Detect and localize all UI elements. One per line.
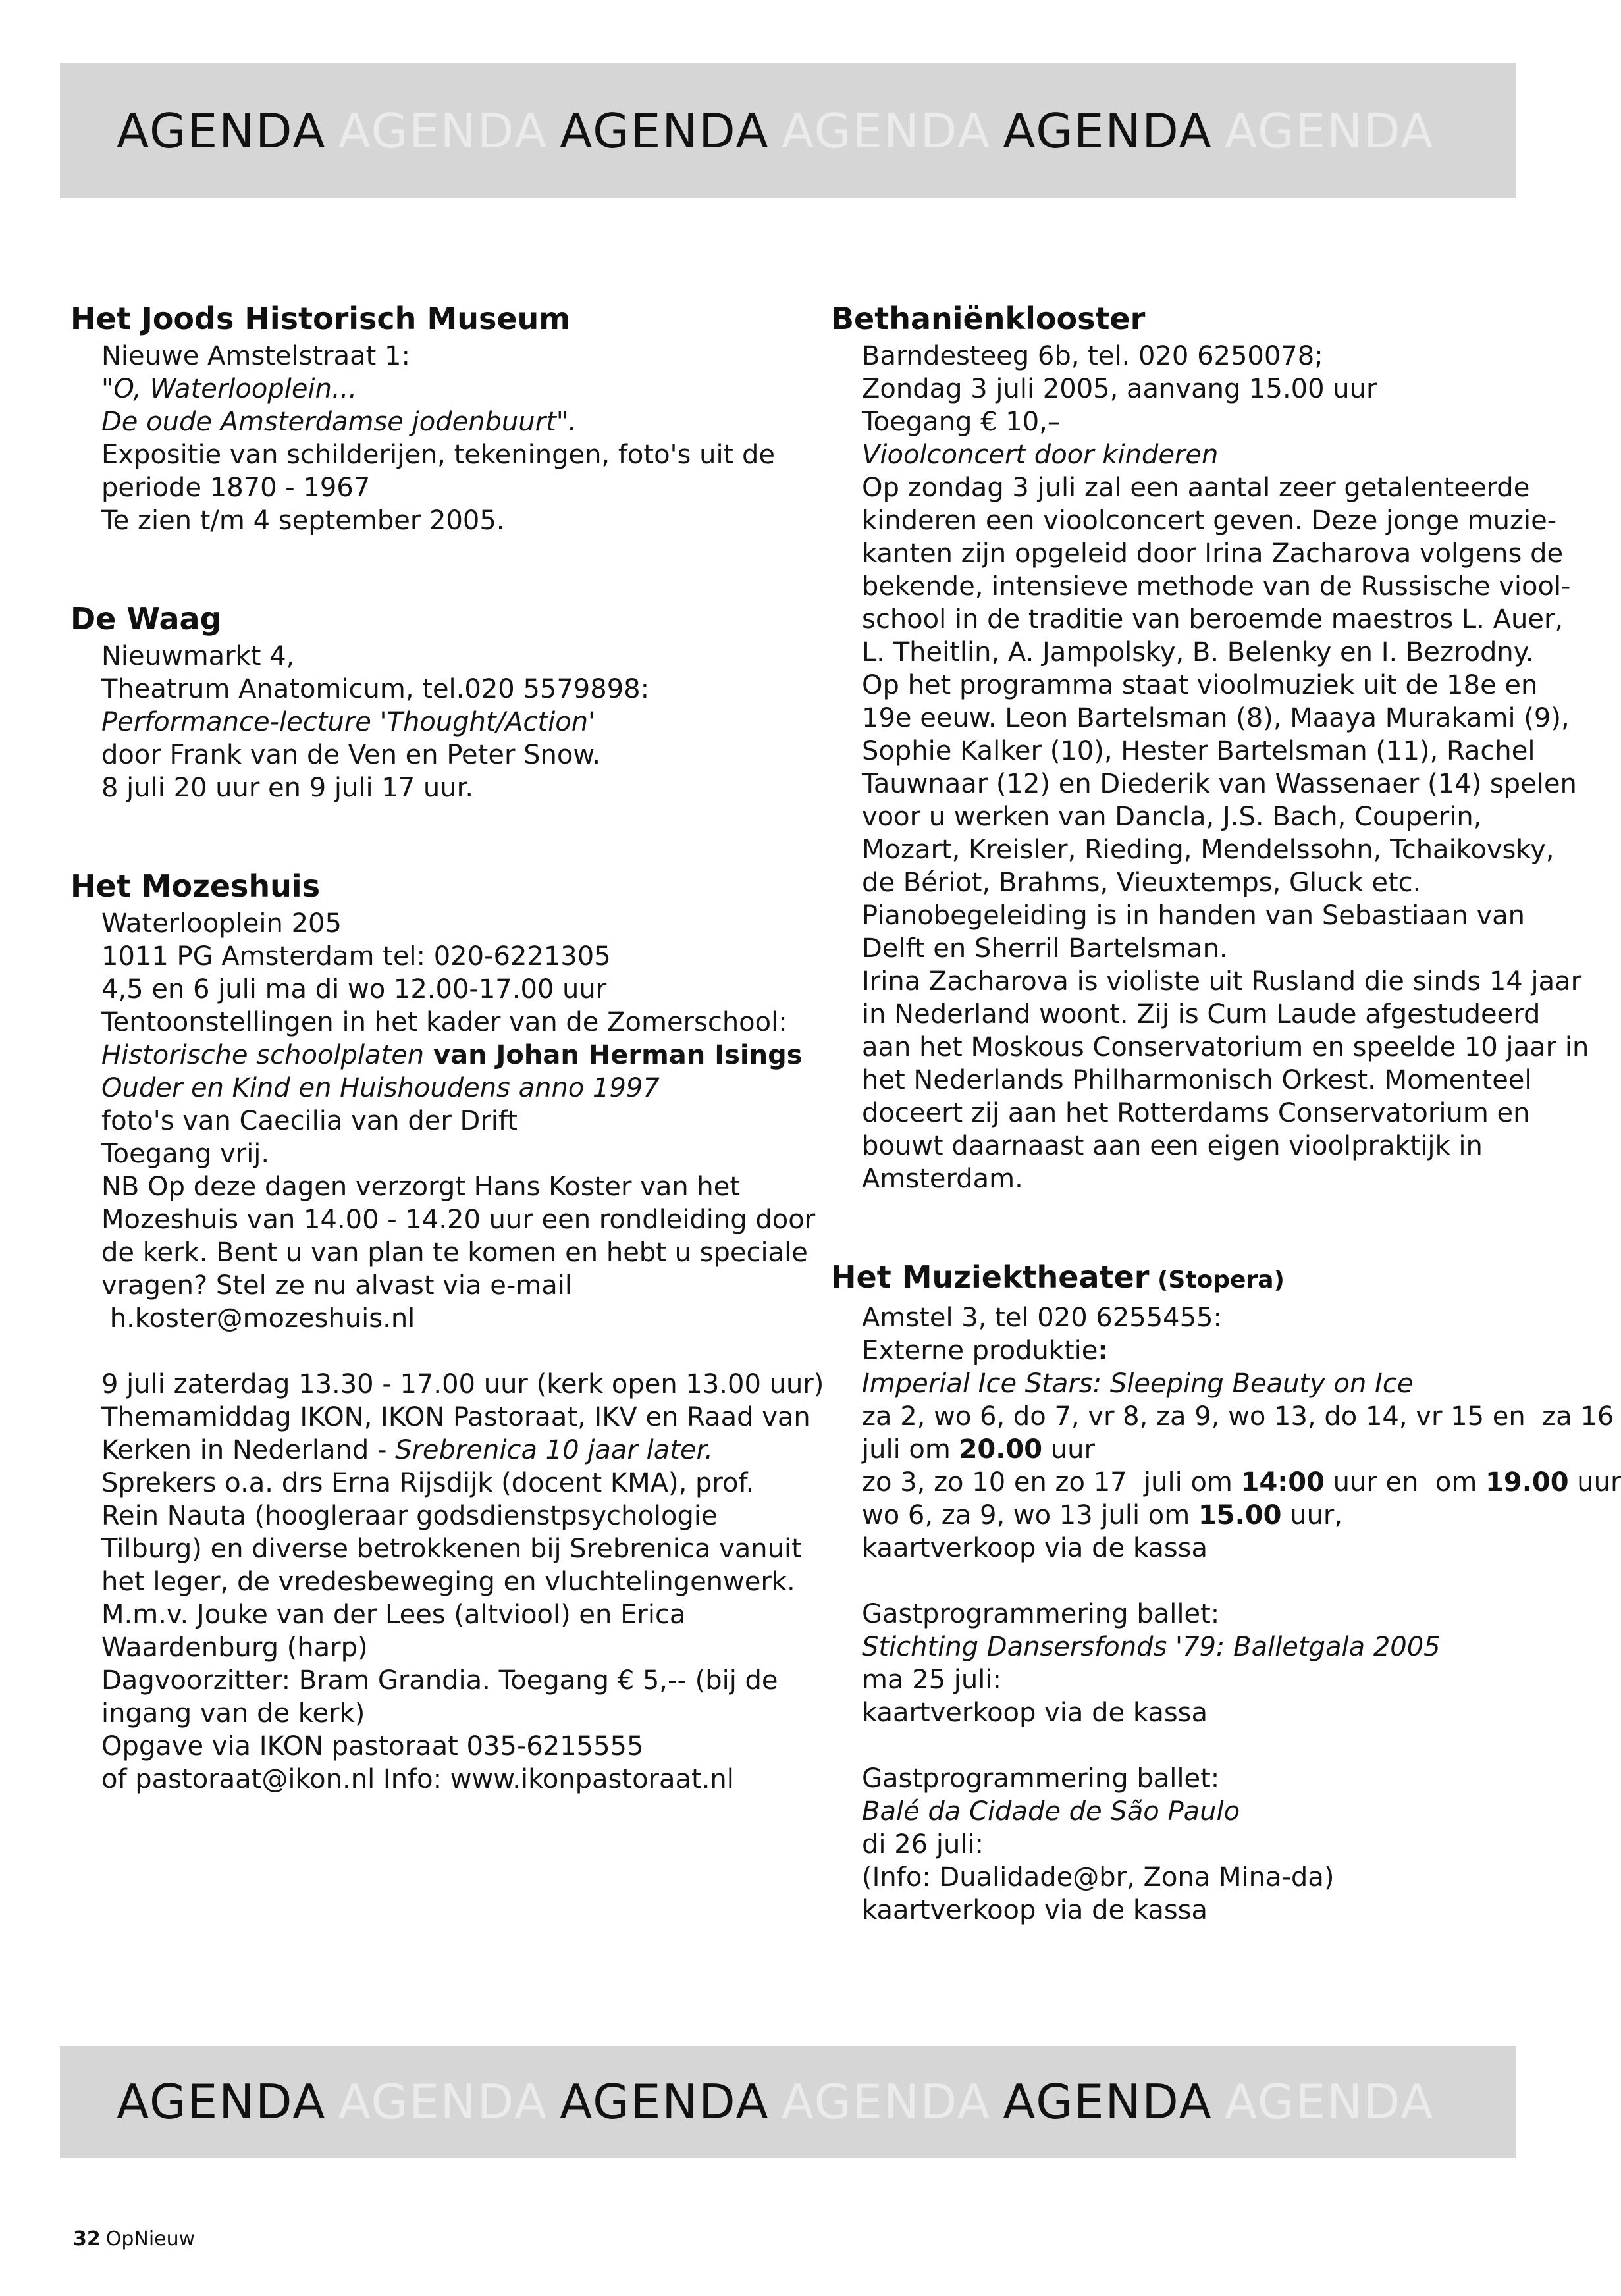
show-time-text: uur en om <box>1324 1467 1486 1498</box>
address: Amstel 3, tel 020 6255455: <box>862 1303 1222 1333</box>
dates: 8 juli 20 uur en 9 juli 17 uur. <box>101 773 474 803</box>
text-line: in Nederland woont. Zij is Cum Laude afgestudeerd <box>862 999 1541 1030</box>
publication-name: OpNieuw <box>105 2228 196 2251</box>
exhibition-title: De oude Amsterdamse jodenbuurt". <box>101 407 577 437</box>
entry-title: Het Joods Historisch Museum <box>70 301 571 336</box>
banner-word: AGENDA <box>560 2074 770 2129</box>
ballet-label: Gastprogrammering ballet: <box>862 1599 1220 1629</box>
show-title: Imperial Ice Stars: Sleeping Beauty on Ice <box>862 1369 1414 1399</box>
entry-body <box>831 1301 1621 1927</box>
entry-bethanienklooster <box>831 298 1589 1195</box>
left-column <box>70 298 824 1796</box>
entry-body <box>70 340 814 537</box>
banner-word: AGENDA <box>1224 2074 1435 2129</box>
entry-body <box>831 340 1589 1195</box>
text-line: het Nederlands Philharmonisch Orkest. Momenteel <box>862 1065 1532 1095</box>
text-line: kanten zijn opgeleid door Irina Zacharova volgens de <box>862 538 1564 569</box>
text-line: Tilburg) en diverse betrokkenen bij Srebrenica vanuit <box>101 1534 802 1564</box>
show-time-text: wo 6, za 9, wo 13 juli om <box>862 1500 1198 1530</box>
show-time <box>862 1466 1621 1499</box>
text-line: de Bériot, Brahms, Vieuxtemps, Gluck etc. <box>862 868 1422 898</box>
text-line: Pianobegeleiding is in handen van Sebastiaan van <box>862 900 1526 931</box>
show-time-text: zo 3, zo 10 en zo 17 juli om <box>862 1467 1241 1498</box>
venue: Theatrum Anatomicum, tel.020 5579898: <box>101 674 650 704</box>
entry-title: Bethaniënklooster <box>831 301 1146 336</box>
show-time-text: uur, <box>1281 1500 1343 1530</box>
address: Barndesteeg 6b, tel. 020 6250078; <box>862 341 1323 371</box>
text-line: Sprekers o.a. drs Erna Rijsdijk (docent KMA), prof. <box>101 1468 755 1498</box>
text-line: ingang van de kerk) <box>101 1698 365 1729</box>
text-line: Op zondag 3 juli zal een aantal zeer getalenteerde <box>862 473 1530 503</box>
ticket-info: kaartverkoop via de kassa <box>862 1895 1208 1925</box>
show-time-text: uur <box>1568 1467 1621 1498</box>
text-line: bouwt daarnaast aan een eigen vioolpraktijk in <box>862 1131 1483 1161</box>
date-until: Te zien t/m 4 september 2005. <box>101 506 505 536</box>
text-line: Irina Zacharova is violiste uit Rusland die sinds 14 jaar <box>862 966 1582 997</box>
ballet-title: Stichting Dansersfonds '79: Balletgala 2005 <box>862 1632 1441 1662</box>
show-time-bold: 20.00 <box>959 1434 1043 1465</box>
description: periode 1870 - 1967 <box>101 473 371 503</box>
schoolplaten-line <box>101 1039 814 1072</box>
show-dates: za 2, wo 6, do 7, vr 8, za 9, wo 13, do 14, vr 15 en za 16 <box>862 1401 1614 1432</box>
entry-fee: Toegang € 10,– <box>862 407 1061 437</box>
text-line: Mozart, Kreisler, Rieding, Mendelssohn, Tchaikovsky, <box>862 835 1555 865</box>
email-address: h.koster@mozeshuis.nl <box>101 1303 415 1334</box>
performance-title: Performance-lecture 'Thought/Action' <box>101 707 596 737</box>
text-line: vragen? Stel ze nu alvast via e-mail <box>101 1270 572 1301</box>
contact-line: of pastoraat@ikon.nl Info: www.ikonpastoraat.nl <box>101 1764 734 1794</box>
production-type-text: Externe produktie <box>862 1336 1098 1366</box>
ballet-date: ma 25 juli: <box>862 1665 1001 1695</box>
production-type-colon: : <box>1098 1336 1109 1366</box>
entry-title: De Waag <box>70 601 222 637</box>
text-line: school in de traditie van beroemde maestros L. Auer, <box>862 604 1564 635</box>
entry-body <box>70 907 824 1796</box>
text-line: M.m.v. Jouke van der Lees (altviool) en Erica <box>101 1600 686 1630</box>
right-column <box>831 298 1621 1927</box>
page-footer <box>73 2228 195 2251</box>
text-line: Sophie Kalker (10), Hester Bartelsman (11), Rachel <box>862 736 1535 766</box>
text-line: foto's van Caecilia van der Drift <box>101 1106 518 1136</box>
text-line: Rein Nauta (hoogleraar godsdienstpsychologie <box>101 1501 718 1531</box>
address: Nieuwe Amstelstraat 1: <box>101 341 410 371</box>
text-line: Op het programma staat vioolmuziek uit de 18e en <box>862 670 1538 700</box>
text-line: Opgave via IKON pastoraat 035-6215555 <box>101 1731 644 1761</box>
text-line: het leger, de vredesbeweging en vluchtelingenwerk. <box>101 1567 795 1597</box>
entry-de-waag <box>70 598 814 804</box>
text-line: kinderen een vioolconcert geven. Deze jonge muzie- <box>862 506 1557 536</box>
show-time <box>862 1499 1529 1532</box>
text-line: aan het Moskous Conservatorium en speelde 10 jaar in <box>862 1032 1589 1062</box>
banner-word: AGENDA <box>781 103 992 159</box>
schoolplaten-author: van Johan Herman Isings <box>424 1040 803 1070</box>
text-line: Amsterdam. <box>862 1164 1023 1194</box>
banner-word: AGENDA <box>781 2074 992 2129</box>
text-line: bekende, intensieve methode van de Russische viool- <box>862 571 1571 602</box>
agenda-banner-top <box>60 63 1516 198</box>
agenda-banner-bottom <box>60 2046 1516 2158</box>
banner-word: AGENDA <box>560 103 770 159</box>
text-line: Delft en Sherril Bartelsman. <box>862 933 1228 964</box>
text-line: Waterlooplein 205 <box>101 908 342 939</box>
date: Zondag 3 juli 2005, aanvang 15.00 uur <box>862 374 1377 404</box>
description: Expositie van schilderijen, tekeningen, foto's uit de <box>101 440 775 470</box>
page-number: 32 <box>73 2228 101 2251</box>
banner-word: AGENDA <box>1224 103 1435 159</box>
banner-word: AGENDA <box>1003 103 1213 159</box>
ballet-title: Balé da Cidade de São Paulo <box>862 1796 1240 1827</box>
text-line: L. Theitlin, A. Jampolsky, B. Belenky en I. Bezrodny. <box>862 637 1534 667</box>
show-time <box>862 1433 1529 1466</box>
text-line: 1011 PG Amsterdam tel: 020-6221305 <box>101 941 611 972</box>
show-time-bold: 19.00 <box>1485 1467 1569 1498</box>
ticket-info: kaartverkoop via de kassa <box>862 1533 1208 1563</box>
schoolplaten-title: Historische schoolplaten <box>101 1040 425 1070</box>
entry-het-muziektheater <box>831 1256 1621 1927</box>
ballet-info: (Info: Dualidade@br, Zona Mina-da) <box>862 1862 1335 1892</box>
entry-body <box>70 640 814 804</box>
text-line: Waardenburg (harp) <box>101 1632 368 1663</box>
event-title-text: Kerken in Nederland - <box>101 1435 396 1465</box>
exhibition-title: "O, Waterlooplein... <box>101 374 358 404</box>
ballet-date: di 26 juli: <box>862 1829 984 1860</box>
show-time-text: juli om <box>862 1434 959 1465</box>
show-time-text: uur <box>1042 1434 1095 1465</box>
ballet-label: Gastprogrammering ballet: <box>862 1763 1220 1794</box>
ticket-info: kaartverkoop via de kassa <box>862 1698 1208 1728</box>
event-title-italic: Srebrenica 10 jaar later. <box>395 1435 713 1465</box>
performers: door Frank van de Ven en Peter Snow. <box>101 740 601 770</box>
text-line: Toegang vrij. <box>101 1139 270 1169</box>
text-line: 19e eeuw. Leon Bartelsman (8), Maaya Murakami (9), <box>862 703 1570 733</box>
event-title: Themamiddag IKON, IKON Pastoraat, IKV en Raad van <box>101 1402 810 1432</box>
text-line: 4,5 en 6 juli ma di wo 12.00-17.00 uur <box>101 974 607 1004</box>
show-time-bold: 15.00 <box>1198 1500 1282 1530</box>
show-time-bold: 14:00 <box>1240 1467 1325 1498</box>
text-line: Mozeshuis van 14.00 - 14.20 uur een rondleiding door <box>101 1205 816 1235</box>
text-line: Dagvoorzitter: Bram Grandia. Toegang € 5,-- (bij de <box>101 1665 778 1696</box>
entry-title <box>831 1256 1529 1301</box>
event-date: 9 juli zaterdag 13.30 - 17.00 uur (kerk open 13.00 uur) <box>101 1369 824 1399</box>
banner-word: AGENDA <box>117 103 327 159</box>
entry-title-text: Het Muziektheater <box>831 1259 1150 1295</box>
entry-joods-historisch-museum <box>70 298 814 537</box>
banner-word: AGENDA <box>117 2074 327 2129</box>
concert-title: Vioolconcert door kinderen <box>862 440 1219 470</box>
event-title <box>101 1434 814 1467</box>
text-line: NB Op deze dagen verzorgt Hans Koster van het <box>101 1172 741 1202</box>
text-line: Tauwnaar (12) en Diederik van Wassenaer (14) spelen <box>862 769 1577 799</box>
text-line: Tentoonstellingen in het kader van de Zomerschool: <box>101 1007 787 1037</box>
text-line: doceert zij aan het Rotterdams Conservatorium en <box>862 1098 1530 1128</box>
banner-word: AGENDA <box>338 2074 548 2129</box>
entry-het-mozeshuis <box>70 865 824 1796</box>
text-line: de kerk. Bent u van plan te komen en hebt u speciale <box>101 1238 808 1268</box>
production-type <box>862 1334 1529 1367</box>
banner-word: AGENDA <box>338 103 548 159</box>
entry-title: Het Mozeshuis <box>70 868 321 904</box>
text-line: voor u werken van Dancla, J.S. Bach, Couperin, <box>862 802 1482 832</box>
banner-word: AGENDA <box>1003 2074 1213 2129</box>
entry-title-sub: (Stopera) <box>1149 1266 1285 1293</box>
exhibition-title: Ouder en Kind en Huishoudens anno 1997 <box>101 1073 660 1103</box>
address: Nieuwmarkt 4, <box>101 641 295 671</box>
